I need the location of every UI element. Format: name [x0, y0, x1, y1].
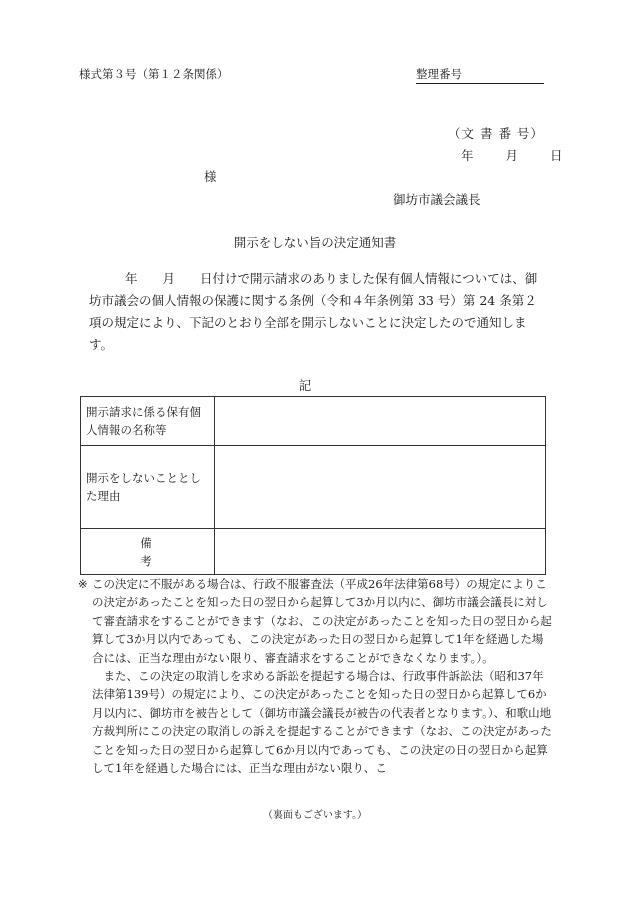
date-year: 年 — [461, 148, 474, 163]
form-number: 様式第３号（第１２条関係） — [79, 67, 229, 81]
record-table — [80, 396, 546, 575]
issue-date — [461, 146, 562, 164]
row-value-reason — [215, 446, 546, 529]
row-value-remarks — [215, 529, 546, 575]
notice-review-request: この決定に不服がある場合は、行政不服審査法（平成26年法律第68号）の規定によりこの決定があったことを知った日の翌日から起算して3か月以内に、御坊市議会議長に対して審査請求をすることができます（なお、この決定があったことを知った日の翌日から起算して3か月以内であっても、この決定があった日の翌日から起算して1年を経過した場合には、正当な理由がない限り、審査請求をすることができなくなります。）。 — [92, 577, 552, 665]
record-heading: 記 — [298, 378, 312, 393]
body-paragraph — [89, 268, 549, 356]
date-month: 月 — [505, 148, 518, 163]
document-title: 開示をしない旨の決定通知書 — [233, 235, 397, 250]
continued-on-back: （裏面もございます。） — [262, 810, 368, 821]
table-row — [81, 397, 546, 446]
table-row — [81, 529, 546, 575]
row-label-reason: 開示をしないこととした理由 — [81, 446, 215, 529]
body-rest: 御坊市議会の個人情報の保護に関する条例（令和４年条例第 33 号）第 24 条第２項の規定により、下記のとおり全部を開示しないことに決定したので通知します。 — [89, 271, 538, 352]
row-label-remarks: 備 考 — [81, 529, 215, 575]
date-day: 日 — [549, 148, 563, 163]
document-number: （文 書 番 号） — [448, 126, 544, 141]
row-label-requested-info: 開示請求に係る保有個人情報の名称等 — [81, 397, 215, 446]
sender: 御坊市議会議長 — [393, 192, 481, 207]
management-number-field: 整理番号 — [416, 66, 544, 84]
note-mark: ※ — [78, 577, 88, 591]
notice-lawsuit: また、この決定の取消しを求める訴訟を提起する場合は、行政事件訴訟法（昭和37年法律第139号）の規定により、この決定があったことを知った日の翌日から起算して6か月以内に、御坊市を被告として（御坊市議会議長が被告の代表者となります。）、和歌山地方裁判所にこの決定の取消しの訴えを提起することができます（なお、この決定があったことを知った日の翌日から起算して6か月以内であっても、この決定の日の翌日から起算して1年を経過した場合には、正当な理由がない限り、こ — [92, 669, 552, 776]
row-value-requested-info — [215, 397, 546, 446]
table-row — [81, 446, 546, 529]
body-lead: 年 月 日付けで開示請求のありました保有個人情報については、 — [125, 271, 525, 286]
appeal-notice — [78, 575, 552, 777]
addressee: 様 — [204, 169, 217, 184]
